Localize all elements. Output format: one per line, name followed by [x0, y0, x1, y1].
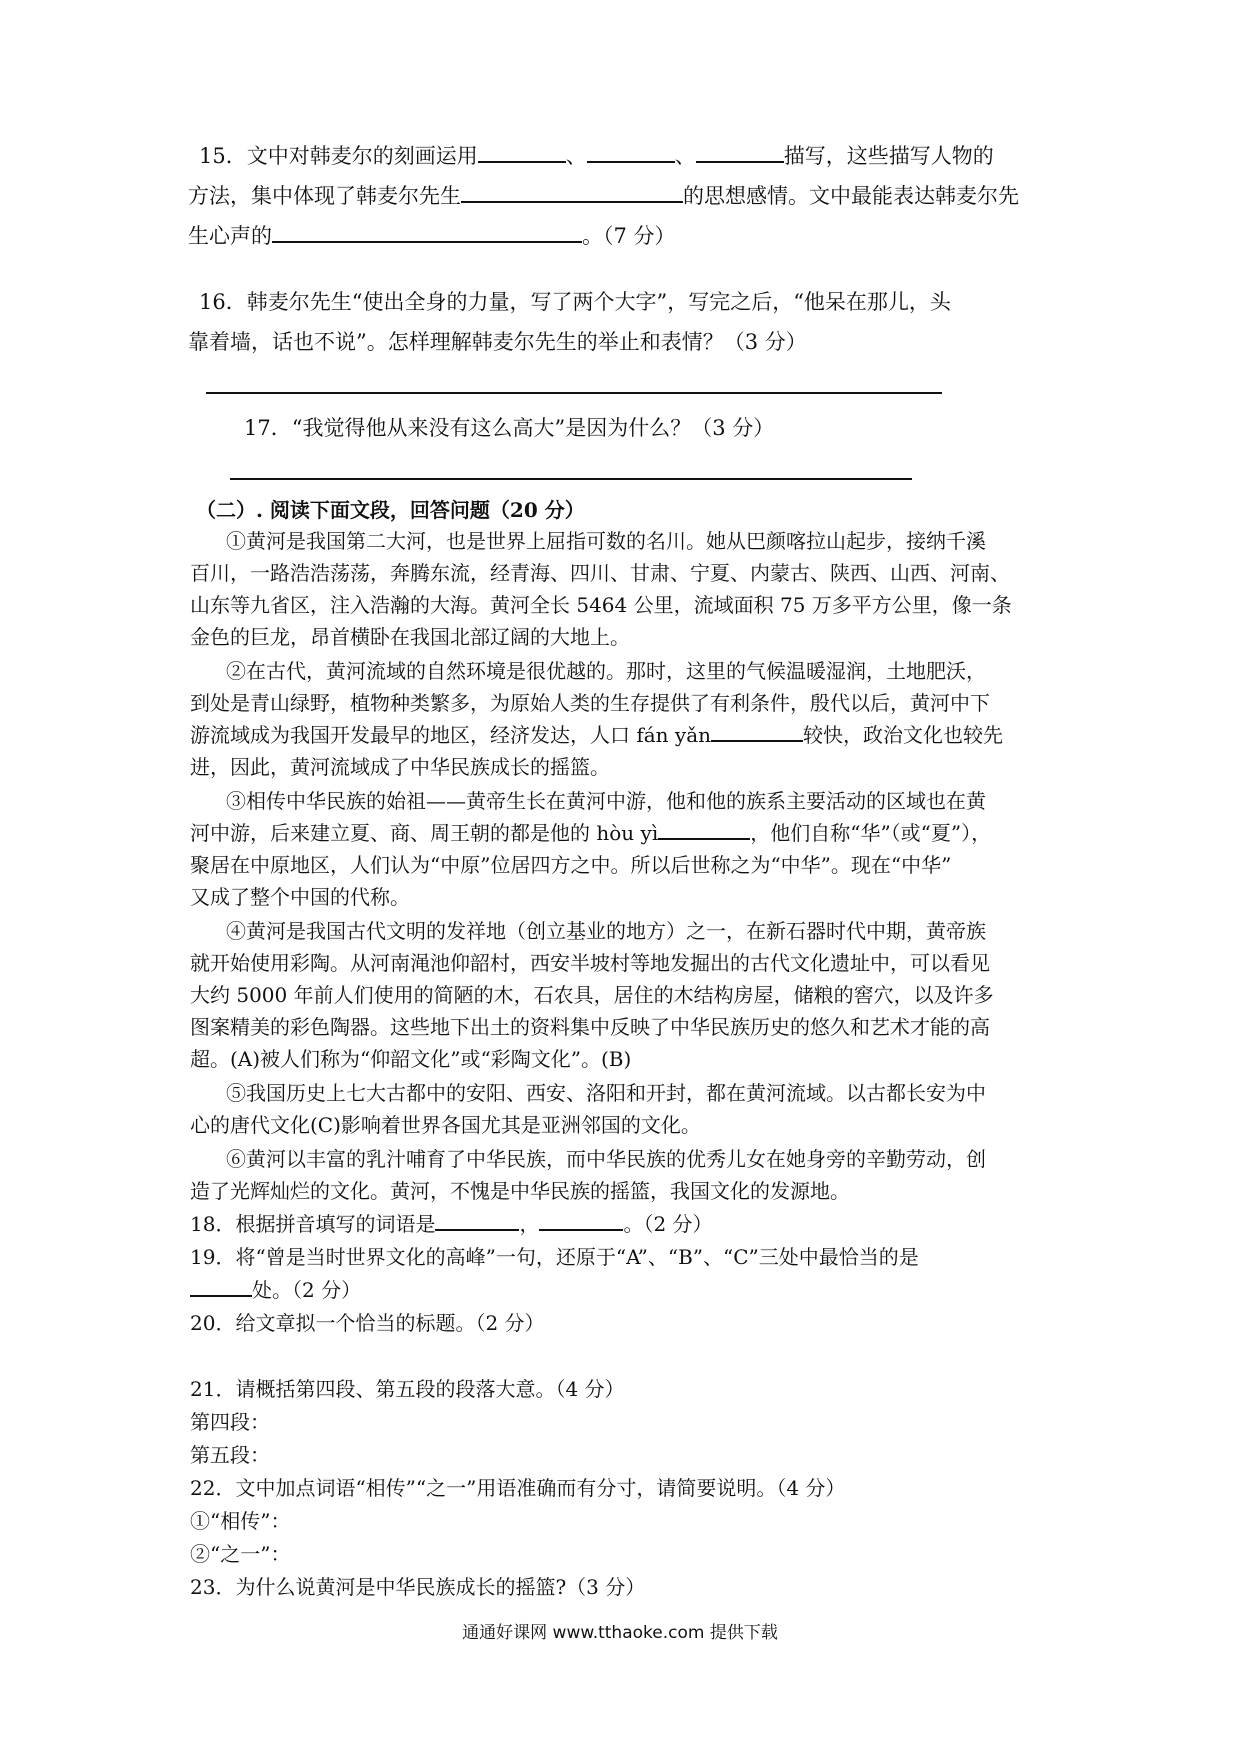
q18-line: 18．根据拼音填写的词语是 ， 。（2 分）: [190, 1212, 713, 1236]
passage-line: 又成了整个中国的代称。: [190, 885, 410, 909]
passage-line: ①黄河是我国第二大河，也是世界上屈指可数的名川。她从巴颜喀拉山起步，接纳千溪: [226, 529, 986, 553]
q22-item-1: ①“相传”：: [190, 1509, 291, 1533]
answer-blank[interactable]: [435, 1211, 519, 1231]
passage-line: 到处是青山绿野，植物种类繁多，为原始人类的生存提供了有利条件，殷代以后，黄河中下: [190, 691, 990, 715]
answer-blank[interactable]: [272, 223, 582, 243]
passage-line: 进，因此，黄河流域成了中华民族成长的摇篮。: [190, 755, 610, 779]
passage-line: ④黄河是我国古代文明的发祥地（创立基业的地方）之一，在新石器时代中期，黄帝族: [226, 919, 986, 943]
q15-text: 生心声的: [188, 224, 272, 248]
q21-para5-label: 第五段：: [190, 1443, 270, 1467]
passage-line: 聚居在中原地区，人们认为“中原”位居四方之中。所以后世称之为“中华”。现在“中华”: [190, 853, 952, 877]
q17-line-1: 17．“我觉得他从来没有这么高大”是因为什么？（3 分）: [244, 416, 775, 440]
q22-line: 22．文中加点词语“相传”“之一”用语准确而有分寸，请简要说明。（4 分）: [190, 1476, 846, 1500]
section-heading: （二）. 阅读下面文段，回答问题（20 分）: [196, 498, 585, 522]
passage-line: 游流域成为我国开发最早的地区，经济发达，人口 fán yǎn 较快，政治文化也较先: [190, 723, 1004, 747]
q16-line-1: 16．韩麦尔先生“使出全身的力量，写了两个大字”，写完之后，“他呆在那儿，头: [199, 290, 951, 314]
q15-text: 。（7 分）: [582, 224, 676, 248]
q19-line-2: 处。（2 分）: [190, 1276, 361, 1304]
pinyin-blank[interactable]: [658, 820, 750, 840]
pinyin-blank[interactable]: [711, 722, 803, 742]
answer-blank[interactable]: [190, 1277, 252, 1297]
passage-line: 山东等九省区，注入浩瀚的大海。黄河全长 5464 公里，流域面积 75 万多平方公里，像一条: [190, 593, 1012, 617]
page-footer: 通通好课网 www.tthaoke.com 提供下载: [462, 1623, 778, 1643]
q16-line-2: 靠着墙，话也不说”。怎样理解韩麦尔先生的举止和表情？（3 分）: [188, 330, 807, 354]
q19-line-1: 19．将“曾是当时世界文化的高峰”一句，还原于“A”、“B”、“C”三处中最恰当的是: [190, 1245, 919, 1269]
q15-text: 15．文中对韩麦尔的刻画运用: [199, 144, 478, 168]
passage-line: ⑤我国历史上七大古都中的安阳、西安、洛阳和开封，都在黄河流域。以古都长安为中: [226, 1081, 986, 1105]
answer-blank[interactable]: [696, 143, 784, 163]
q20-line: 20．给文章拟一个恰当的标题。（2 分）: [190, 1311, 545, 1335]
passage-line: 造了光辉灿烂的文化。黄河，不愧是中华民族的摇篮，我国文化的发源地。: [190, 1179, 850, 1203]
q15-line-3: [188, 222, 676, 250]
passage-line: 图案精美的彩色陶器。这些地下出土的资料集中反映了中华民族历史的悠久和艺术才能的高: [190, 1015, 990, 1039]
q15-line-2: [188, 182, 1019, 210]
passage-line: 大约 5000 年前人们使用的简陋的木，石农具，居住的木结构房屋，储粮的窖穴，以及许多: [190, 983, 994, 1007]
answer-blank[interactable]: [461, 183, 683, 203]
q15-sep: 、: [674, 144, 696, 168]
passage-line: 河中游，后来建立夏、商、周王朝的都是他的 hòu yì ，他们自称“华”（或“夏”），: [190, 821, 992, 845]
answer-blank[interactable]: [478, 143, 566, 163]
passage-line: 百川，一路浩浩荡荡，奔腾东流，经青海、四川、甘肃、宁夏、内蒙古、陕西、山西、河南、: [190, 561, 1010, 585]
q15-text: 方法，集中体现了韩麦尔先生: [188, 184, 461, 208]
q21-para4-label: 第四段：: [190, 1410, 270, 1434]
passage-line: ③相传中华民族的始祖——黄帝生长在黄河中游，他和他的族系主要活动的区域也在黄: [226, 789, 986, 813]
passage-line: 超。(A)被人们称为“仰韶文化”或“彩陶文化”。(B): [190, 1047, 632, 1071]
q15-line-1: [199, 142, 994, 170]
passage-line: 金色的巨龙，昂首横卧在我国北部辽阔的大地上。: [190, 625, 630, 649]
q23-line: 23．为什么说黄河是中华民族成长的摇篮?（3 分）: [190, 1575, 646, 1599]
q15-text: 的思想感情。文中最能表达韩麦尔先: [683, 184, 1019, 208]
passage-line: ②在古代，黄河流域的自然环境是很优越的。那时，这里的气候温暖湿润，土地肥沃，: [226, 659, 986, 683]
passage-line: ⑥黄河以丰富的乳汁哺育了中华民族，而中华民族的优秀儿女在她身旁的辛勤劳动，创: [226, 1147, 986, 1171]
q15-text: 描写，这些描写人物的: [783, 144, 994, 168]
answer-line[interactable]: [230, 478, 912, 480]
q15-sep: 、: [565, 144, 587, 168]
q22-item-2: ②“之一”：: [190, 1542, 291, 1566]
answer-line[interactable]: [206, 392, 942, 394]
passage-line: 就开始使用彩陶。从河南渑池仰韶村，西安半坡村等地发掘出的古代文化遗址中，可以看见: [190, 951, 990, 975]
q21-line: 21．请概括第四段、第五段的段落大意。（4 分）: [190, 1377, 625, 1401]
answer-blank[interactable]: [587, 143, 675, 163]
passage-line: 心的唐代文化(C)影响着世界各国尤其是亚洲邻国的文化。: [190, 1113, 701, 1137]
answer-blank[interactable]: [539, 1211, 623, 1231]
